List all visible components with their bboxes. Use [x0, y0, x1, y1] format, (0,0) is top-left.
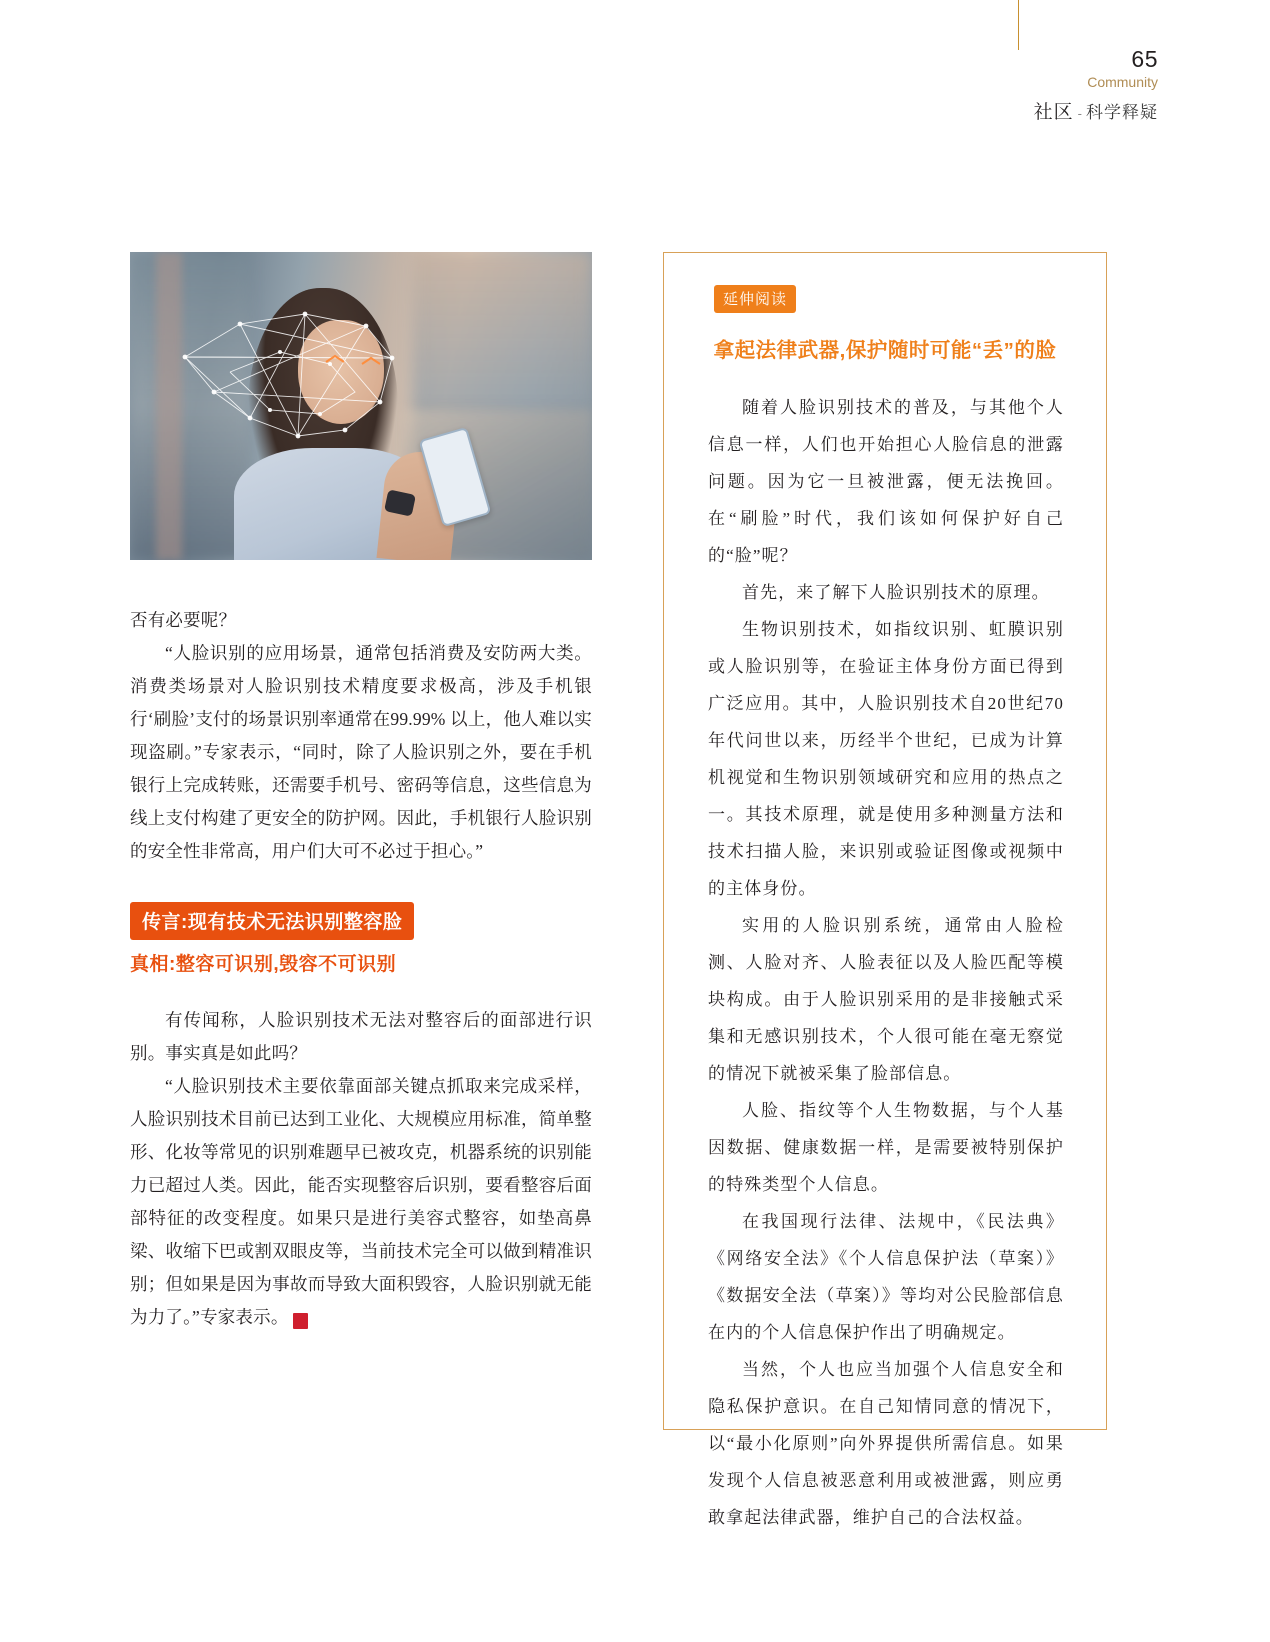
header-subsection-name: 科学释疑: [1086, 103, 1158, 122]
sidebar-body: [708, 389, 1064, 1536]
left-paragraph-block-2: [130, 1004, 592, 1334]
extended-reading-tag: 延伸阅读: [714, 285, 796, 313]
header-english-label: Community: [1087, 74, 1158, 90]
paragraph: “人脸识别的应用场景，通常包括消费及安防两大类。消费类场景对人脸识别技术精度要求极高，涉及手机银行‘刷脸’支付的场景识别率通常在99.99% 以上，他人难以实现盗刷。”专家表示，“同时，除了人脸识别之外，要在手机银行上完成转账，还需要手机号、密码等信息，这些信息为线上支付构建了更安全的防护网。因此，手机银行人脸识别的安全性非常高，用户们大可不必过于担心。”: [130, 643, 592, 861]
end-mark-icon: S: [293, 1313, 308, 1329]
paragraph: 生物识别技术，如指纹识别、虹膜识别或人脸识别等，在验证主体身份方面已得到广泛应用。其中，人脸识别技术自20世纪70年代问世以来，历经半个世纪，已成为计算机视觉和生物识别领域研究和应用的热点之一。其技术原理，就是使用多种测量方法和技术扫描人脸，来识别或验证图像或视频中的主体身份。: [708, 620, 1064, 898]
paragraph: [130, 1070, 592, 1334]
header-chinese-label: [738, 97, 1158, 124]
paragraph: 在我国现行法律、法规中，《民法典》《网络安全法》《个人信息保护法（草案）》《数据安全法（草案）》等均对公民脸部信息在内的个人信息保护作出了明确规定。: [708, 1212, 1064, 1342]
rumor-banner: [130, 902, 592, 976]
page-header: [738, 48, 1158, 124]
article-photo: [130, 252, 592, 560]
page-number: 65: [1131, 46, 1158, 72]
paragraph: 当然，个人也应当加强个人信息安全和隐私保护意识。在自己知情同意的情况下，以“最小化原则”向外界提供所需信息。如果发现个人信息被恶意利用或被泄露，则应勇敢拿起法律武器，维护自己的合法权益。: [708, 1360, 1064, 1527]
paragraph: 人脸、指纹等个人生物数据，与个人基因数据、健康数据一样，是需要被特别保护的特殊类型个人信息。: [708, 1101, 1064, 1194]
paragraph: 首先，来了解下人脸识别技术的原理。: [742, 583, 1050, 602]
left-column: [130, 252, 592, 1334]
left-paragraph-block: [130, 604, 592, 868]
sidebar-title: 拿起法律武器,保护随时可能“丢”的脸: [713, 339, 1057, 362]
paragraph: 随着人脸识别技术的普及，与其他个人信息一样，人们也开始担心人脸信息的泄露问题。因为它一旦被泄露，便无法挽回。在“刷脸”时代，我们该如何保护好自己的“脸”呢？: [708, 398, 1064, 565]
sidebar-extended-reading-box: [663, 252, 1107, 1527]
paragraph: 否有必要呢？: [130, 610, 237, 630]
paragraph-text: “人脸识别技术主要依靠面部关键点抓取来完成采样，人脸识别技术目前已达到工业化、大规模应用标准，简单整形、化妆等常见的识别难题早已被攻克，机器系统的识别能力已超过人类。因此，能否实现整容后识别，要看整容后面部特征的改变程度。如果只是进行美容式整容，如垫高鼻梁、收缩下巴或割双眼皮等，当前技术完全可以做到精准识别；但如果是因为事故而导致大面积毁容，人脸识别就无能为力了。”专家表示。: [130, 1076, 592, 1327]
rumor-banner-title: 传言:现有技术无法识别整容脸: [130, 902, 414, 940]
rumor-banner-subtitle: 真相:整容可识别,毁容不可识别: [130, 954, 397, 975]
paragraph: 实用的人脸识别系统，通常由人脸检测、人脸对齐、人脸表征以及人脸匹配等模块构成。由于人脸识别采用的是非接触式采集和无感识别技术，个人很可能在毫无察觉的情况下就被采集了脸部信息。: [708, 916, 1064, 1083]
face-recognition-mesh-icon: [130, 252, 592, 560]
header-vertical-rule: [1018, 0, 1019, 50]
header-section-name: 社区: [1033, 102, 1074, 123]
paragraph: 有传闻称，人脸识别技术无法对整容后的面部进行识别。事实真是如此吗？: [130, 1010, 592, 1063]
header-separator: -: [1077, 106, 1082, 121]
